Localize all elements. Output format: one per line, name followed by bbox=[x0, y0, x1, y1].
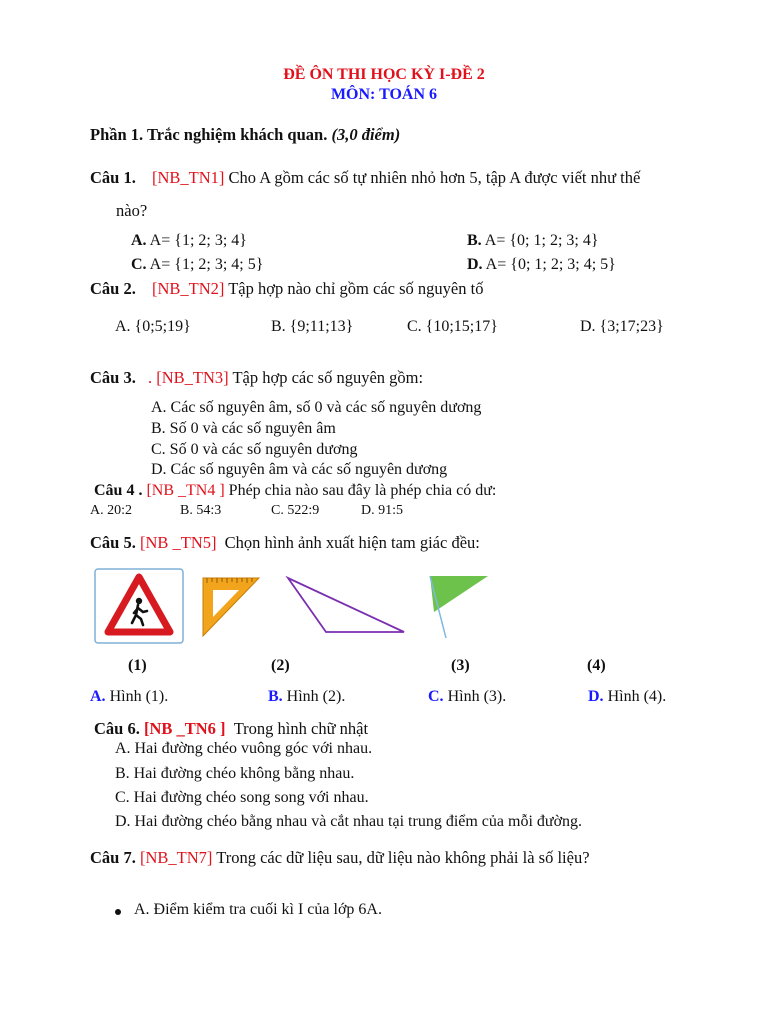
bullet-icon bbox=[115, 909, 121, 915]
q4-option-b: B. 54:3 bbox=[180, 503, 222, 518]
option-letter: A. bbox=[131, 232, 147, 249]
question-tag: [NB_TN2] bbox=[151, 279, 225, 298]
q6-option-b: B. Hai đường chéo không bằng nhau. bbox=[115, 765, 355, 782]
option-letter: D. bbox=[588, 688, 604, 705]
question-text: Trong hình chữ nhật bbox=[233, 719, 369, 738]
question-label: Câu 6. bbox=[94, 719, 140, 738]
question-2 bbox=[90, 279, 483, 299]
question-label: Câu 2. bbox=[90, 279, 136, 298]
question-6 bbox=[94, 719, 368, 739]
q3-option-a: A. Các số nguyên âm, số 0 và các số nguyên dương bbox=[151, 399, 482, 416]
part1-points: (3,0 điểm) bbox=[331, 125, 401, 144]
option-text: A= {0; 1; 2; 3; 4} bbox=[481, 232, 599, 249]
q2-option-c: C. {10;15;17} bbox=[407, 318, 498, 335]
question-label: Câu 5. bbox=[90, 533, 136, 552]
figure-2-set-square bbox=[199, 574, 261, 640]
option-letter: C. bbox=[428, 688, 444, 705]
option-text: Hình (1). bbox=[105, 688, 169, 705]
question-tag: [NB _TN4 ] bbox=[146, 482, 225, 499]
q6-option-a: A. Hai đường chéo vuông góc với nhau. bbox=[115, 740, 373, 757]
q7-option-a: A. Điểm kiểm tra cuối kì I của lớp 6A. bbox=[134, 901, 382, 918]
figure-4-flag bbox=[426, 574, 490, 640]
exam-subject: MÔN: TOÁN 6 bbox=[330, 86, 438, 103]
figure-3-triangle bbox=[284, 574, 408, 636]
option-letter: B. bbox=[467, 232, 482, 249]
question-tag: . [NB_TN3] bbox=[147, 368, 229, 387]
option-letter: C. bbox=[131, 256, 147, 273]
figure-2-label: (2) bbox=[271, 657, 290, 674]
question-1-text-cont: nào? bbox=[116, 201, 148, 220]
q2-option-a: A. {0;5;19} bbox=[115, 318, 191, 335]
q3-option-b: B. Số 0 và các số nguyên âm bbox=[151, 420, 336, 437]
question-text: Trong các dữ liệu sau, dữ liệu nào không phải là số liệu? bbox=[216, 848, 590, 867]
question-text: Tập hợp nào chỉ gồm các số nguyên tố bbox=[228, 279, 484, 298]
q1-option-c bbox=[131, 256, 263, 274]
question-label: Câu 1. bbox=[90, 168, 136, 187]
question-text: Phép chia nào sau đây là phép chia có dư: bbox=[228, 482, 497, 499]
question-4 bbox=[94, 482, 496, 500]
figure-3-label: (3) bbox=[451, 657, 470, 674]
q3-option-d: D. Các số nguyên âm và các số nguyên dương bbox=[151, 461, 448, 478]
option-letter: B. bbox=[268, 688, 283, 705]
q1-option-d bbox=[467, 256, 616, 274]
question-7 bbox=[90, 848, 590, 868]
option-text: Hình (3). bbox=[443, 688, 507, 705]
q3-option-c: C. Số 0 và các số nguyên dương bbox=[151, 441, 358, 458]
question-tag: [NB_TN7] bbox=[139, 848, 213, 867]
option-letter: D. bbox=[467, 256, 483, 273]
q5-option-d bbox=[588, 688, 666, 706]
q4-option-d: D. 91:5 bbox=[361, 503, 403, 518]
part1-title: Phần 1. Trắc nghiệm khách quan. bbox=[90, 125, 328, 144]
figure-1-label: (1) bbox=[128, 657, 147, 674]
q5-option-b bbox=[268, 688, 345, 706]
question-text: Cho A gồm các số tự nhiên nhỏ hơn 5, tập A được viết như thế bbox=[228, 168, 641, 187]
q6-option-d: D. Hai đường chéo bằng nhau và cắt nhau tại trung điểm của mỗi đường. bbox=[115, 813, 583, 830]
option-text: A= {1; 2; 3; 4} bbox=[146, 232, 247, 249]
q2-option-b: B. {9;11;13} bbox=[271, 318, 354, 335]
part1-heading bbox=[90, 125, 400, 145]
q5-option-c bbox=[428, 688, 506, 706]
question-label: Câu 7. bbox=[90, 848, 136, 867]
figure-4-label: (4) bbox=[587, 657, 606, 674]
q2-option-d: D. {3;17;23} bbox=[580, 318, 664, 335]
question-label: Câu 4 . bbox=[94, 482, 143, 499]
q1-option-a bbox=[131, 232, 247, 250]
question-tag: [NB _TN6 ] bbox=[143, 719, 226, 738]
option-letter: A. bbox=[90, 688, 106, 705]
option-text: A= {1; 2; 3; 4; 5} bbox=[146, 256, 264, 273]
question-text: Tập hợp các số nguyên gồm: bbox=[232, 368, 424, 387]
question-tag: [NB_TN1] bbox=[151, 168, 225, 187]
q6-option-c: C. Hai đường chéo song song với nhau. bbox=[115, 789, 369, 806]
question-1 bbox=[90, 168, 640, 188]
question-5 bbox=[90, 533, 480, 553]
q1-option-b bbox=[467, 232, 599, 250]
q4-option-c: C. 522:9 bbox=[271, 503, 320, 518]
exam-title: ĐỀ ÔN THI HỌC KỲ I-ĐỀ 2 bbox=[283, 66, 485, 83]
q5-option-a bbox=[90, 688, 168, 706]
q4-option-a: A. 20:2 bbox=[90, 503, 132, 518]
question-label: Câu 3. bbox=[90, 368, 136, 387]
question-3 bbox=[90, 368, 423, 388]
option-text: Hình (2). bbox=[282, 688, 346, 705]
figure-1-warning-sign bbox=[94, 568, 184, 644]
question-text: Chọn hình ảnh xuất hiện tam giác đều: bbox=[224, 533, 480, 552]
option-text: A= {0; 1; 2; 3; 4; 5} bbox=[482, 256, 616, 273]
question-tag: [NB _TN5] bbox=[139, 533, 217, 552]
option-text: Hình (4). bbox=[603, 688, 667, 705]
